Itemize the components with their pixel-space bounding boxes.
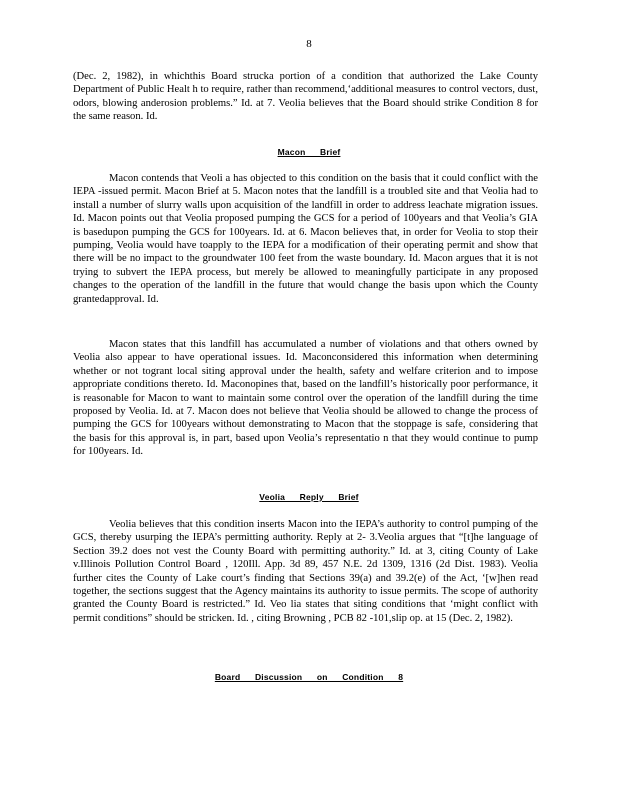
heading-macon-brief — [0, 147, 618, 157]
paragraph-veolia-believes: Veolia believes that this condition inserts Macon into the IEPA’s authority to control pumping of the GCS, thereby usurping the IEPA’s permitting authority. Reply at 2- 3.Veolia argues that “[t]he language of Section 39.2 does not vest the County Board with permitting authority.” Id. at 3, citing County of Lake v.Illinois Pollution Control Board , 120Ill. App. 3d 89, 457 N.E. 2d 1309, 1316 (2d Dist. 1983). Veolia further cites the County of Lake court’s finding that Sections 39(a) and 39.2(e) of the Act, ‘[w]hen read together, the sections suggest that the Agency maintains its authority to issue permits. The scope of authority granted the County Board is restricted.” Id. Veo lia states that siting conditions that ‘might conflict with permit conditions” should be stricken. Id. , citing Browning , PCB 82 -101,slip op. at 15 (Dec. 2, 1982). — [73, 519, 538, 624]
paragraph-macon-states: Macon states that this landfill has accumulated a number of violations and that others owned by Veolia also appear to have operational issues. Id. Maconconsidered this information when determining whether or not togrant local siting approval under the health, safety and welfare criterion and to impose appropriate conditions thereto. Id. Maconopines that, based on the landfill’s historically poor performance, it is reasonable for Macon to want to maintain some control over the operation of the landfill during the time proposed by Veolia. Id. at 7. Macon does not believe that Veolia should be allowed to change the process of pumping the GCS for 100years without demonstrating to Macon that the stoppage is safe, considering that the basis for this approval is, in part, based upon Veolia’s representatio n that they would continue to pump for 100years. Id. — [73, 339, 538, 458]
heading-veolia-reply-brief — [0, 492, 618, 502]
paragraph-macon-contends: Macon contends that Veoli a has objected to this condition on the basis that it could conflict with the IEPA -issued permit. Macon Brief at 5. Macon notes that the landfill is a troubled site and that Veolia had to install a number of slurry walls upon acquisition of the landfill in order to address leachate migration issues. Id. Macon points out that Veolia proposed pumping the GCS for a period of 100years and that Veolia’s GIA is basedupon pumping the GCS for 100years. Id. at 6. Macon believes that, in order for Veolia to stop their pumping, Veolia would have toapply to the IEPA for a modification of their operating permit and show that there will be no impact to the groundwater 100 feet from the waste boundary. Id. Macon argues that it is not trying to subvert the IEPA process, but merely be allowed to meaningfully participate in any proposed changes to the operation of the landfill in the future that would change the basis upon which the County grantedapproval. Id. — [73, 173, 538, 305]
heading-board-discussion-text: Board Discussion on Condition 8 — [214, 672, 404, 682]
page-number: 8 — [306, 38, 312, 50]
paragraph-browning-citation: (Dec. 2, 1982), in whichthis Board strucka portion of a condition that authorized the Lake County Department of Public Healt h to require, rather than recommend,‘additional measures to control vectors, dust, odors, blowing anderosion problems.” Id. at 7. Veolia believes that the Board should strike Condition 8 for the same reason. Id. — [73, 71, 538, 123]
heading-macon-brief-text: Macon Brief — [277, 147, 341, 157]
heading-board-discussion — [0, 672, 618, 682]
heading-veolia-reply-brief-text: Veolia Reply Brief — [259, 492, 359, 502]
